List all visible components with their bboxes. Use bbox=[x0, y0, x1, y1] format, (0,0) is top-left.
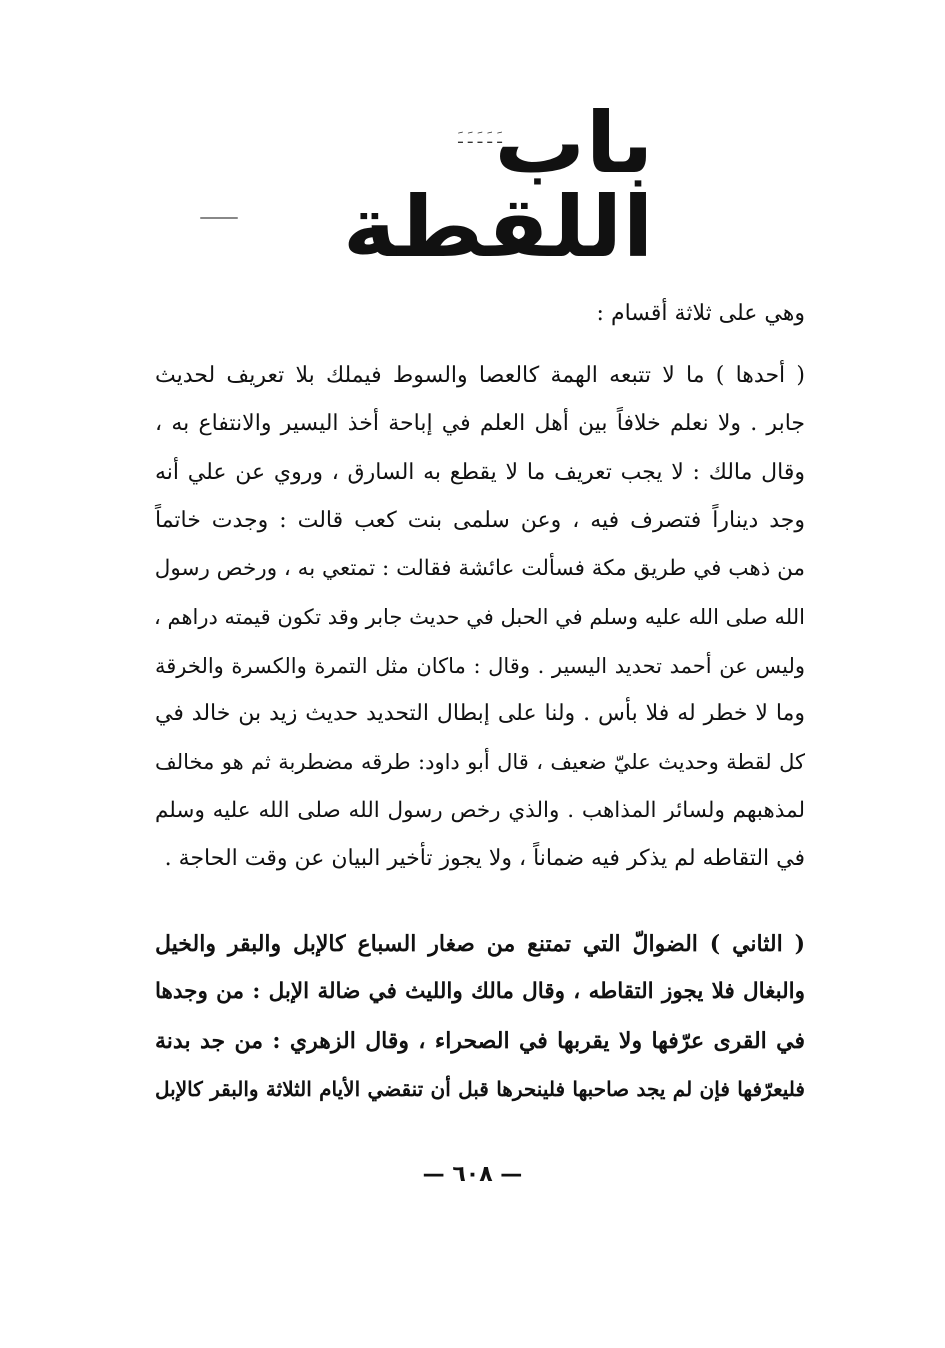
scan-speck bbox=[200, 217, 238, 219]
text-line: كل لقطة وحديث عليّ ضعيف ، قال أبو داود: طرقه مضطربة ثم هو مخالف bbox=[155, 750, 805, 775]
paragraph-first-section bbox=[155, 352, 805, 883]
text-line: الله صلى الله عليه وسلم في الحبل في حديث جابر وقد تكون قيمته دراهم ، bbox=[154, 605, 805, 630]
text-line: وما لا خطر له فلا بأس . ولنا على إبطال التحديد حديث زيد بن خالد في bbox=[155, 701, 805, 727]
text-line: من ذهب في طريق مكة فسألت عائشة فقالت : تمتعي به ، ورخص رسول bbox=[154, 556, 805, 582]
title-ornament: ﹷ ﹷ ﹷ ﹷ ﹷ bbox=[458, 128, 502, 147]
page-number: — ٦٠٨ — bbox=[422, 1162, 523, 1187]
text-line: جابر . ولا نعلم خلافاً بين أهل العلم في إباحة أخذ اليسير والانتفاع به ، bbox=[155, 411, 805, 437]
text-line: وليس عن أحمد تحديد اليسير . وقال : ماكان مثل التمرة والكسرة والخرقة bbox=[155, 653, 805, 678]
text-line: وقال مالك : لا يجب تعريف ما لا يقطع به السارق ، وروي عن علي أنه bbox=[155, 459, 805, 485]
text-line: وجد ديناراً فتصرف فيه ، وعن سلمى بنت كعب قالت : وجدت خاتماً bbox=[155, 507, 805, 533]
text-line: ( الثاني ) الضوالّ التي تمتنع من صغار السباع كالإبل والبقر والخيل bbox=[155, 931, 805, 957]
text-line: ( أحدها ) ما لا تتبعه الهمة كالعصا والسوط فيملك بلا تعريف لحديث bbox=[155, 363, 805, 388]
intro-line: وهي على ثلاثة أقسام : bbox=[596, 301, 805, 326]
intro-text bbox=[155, 290, 805, 338]
paragraph-second-section bbox=[155, 920, 805, 1113]
chapter-title: باب اللقطة bbox=[342, 94, 654, 276]
text-line: في التقاطه لم يذكر فيه ضماناً ، ولا يجوز تأخير البيان عن وقت الحاجة . bbox=[164, 845, 805, 871]
text-line: لمذهبهم ولسائر المذاهب . والذي رخص رسول الله صلى الله عليه وسلم bbox=[155, 797, 805, 823]
chapter-title-block bbox=[300, 94, 654, 276]
text-line: فليعرّفها فإن لم يجد صاحبها فلينحرها قبل أن تنقضي الأيام الثلاثة والبقر كالإبل bbox=[155, 1076, 805, 1101]
text-line: والبغال فلا يجوز التقاطه ، وقال مالك والليث في ضالة الإبل : من وجدها bbox=[155, 979, 805, 1005]
text-line: في القرى عرّفها ولا يقربها في الصحراء ، وقال الزهري : من جد بدنة bbox=[155, 1027, 805, 1054]
